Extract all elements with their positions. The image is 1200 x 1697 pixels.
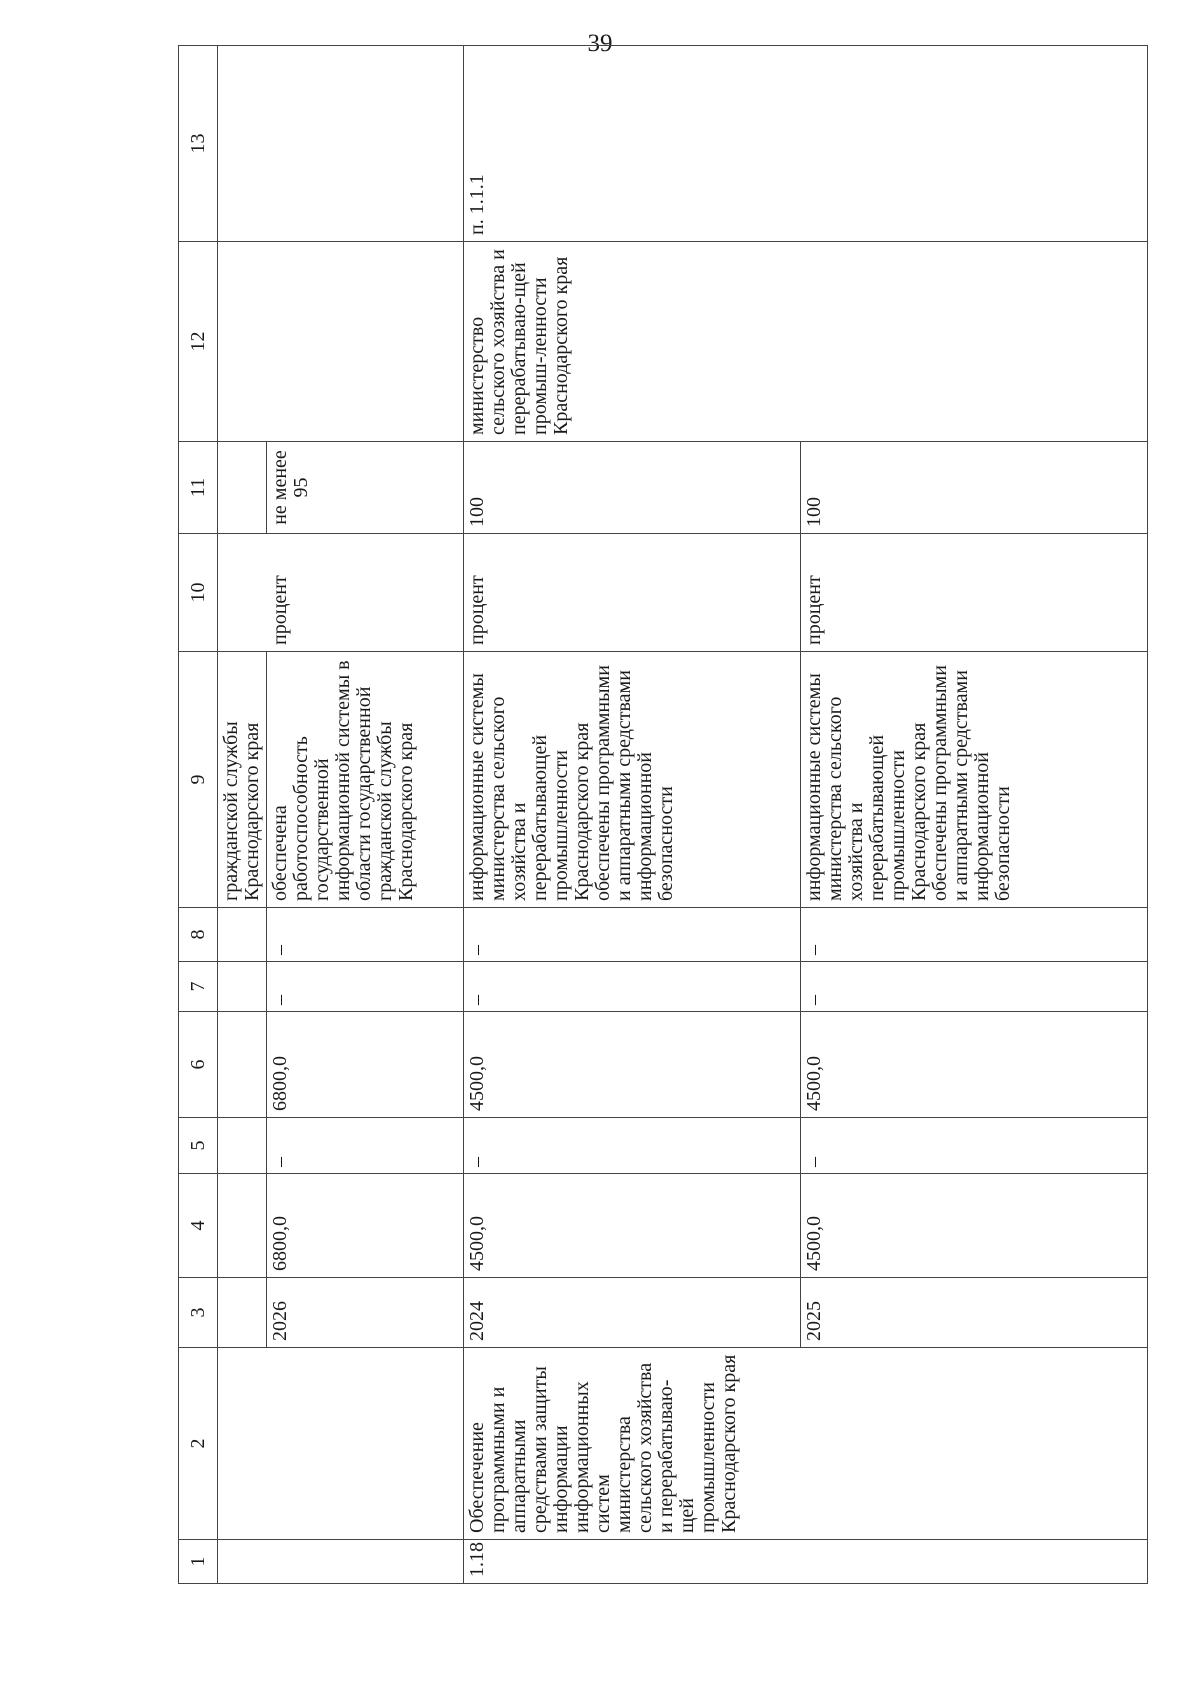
cell-col7: – (267, 962, 464, 1012)
header-cell: 2 (179, 1348, 218, 1540)
cell-executor: министерство сельского хозяйства и перерабатываю-щей промыш-ленности Краснодарского края (464, 242, 1148, 442)
cell-unit (218, 534, 267, 652)
cell-col5: – (801, 1118, 1148, 1174)
cell-indicator: обеспечена работоспособность государственной информационной системы в области государственной гражданской службы Краснодарского края (267, 652, 464, 908)
table-header-row (179, 46, 218, 1584)
rotated-table-frame (178, 96, 1156, 1584)
header-cell: 11 (179, 442, 218, 534)
cell-number (267, 1540, 464, 1584)
cell-total: 6800,0 (267, 1174, 464, 1278)
cell-col8: – (267, 908, 464, 962)
header-cell: 10 (179, 534, 218, 652)
header-cell: 7 (179, 962, 218, 1012)
cell-value: 100 (464, 442, 801, 534)
cell-indicator: информационные системы министерства сельского хозяйства и перерабатывающей промышленности Краснодарского края обеспечены программными и аппаратными средствами информационной безопасности (801, 652, 1148, 908)
table-row (464, 46, 801, 1584)
cell-reference (267, 46, 464, 242)
cell-value: 100 (801, 442, 1148, 534)
cell-total: 4500,0 (464, 1174, 801, 1278)
cell-number: 1.18 (464, 1540, 1148, 1584)
cell-executor (218, 242, 267, 442)
cell-total (218, 1174, 267, 1278)
cell-value (218, 442, 267, 534)
header-cell: 12 (179, 242, 218, 442)
cell-unit: процент (464, 534, 801, 652)
cell-value: не менее 95 (267, 442, 464, 534)
cell-col6: 4500,0 (464, 1012, 801, 1118)
cell-col7 (218, 962, 267, 1012)
cell-col8: – (464, 908, 801, 962)
program-measures-table (178, 45, 1148, 1584)
header-cell: 5 (179, 1118, 218, 1174)
cell-year: 2025 (801, 1278, 1148, 1348)
cell-year (218, 1278, 267, 1348)
header-cell: 8 (179, 908, 218, 962)
cell-col5: – (464, 1118, 801, 1174)
header-cell: 1 (179, 1540, 218, 1584)
cell-measure-name: Обеспечение программными и аппаратными средствами защиты информации информационных систем министерства сельского хозяйства и перерабатываю-щей промышленности Краснодарского края (464, 1348, 1148, 1540)
cell-col6: 4500,0 (801, 1012, 1148, 1118)
cell-col8 (218, 908, 267, 962)
cell-col7: – (801, 962, 1148, 1012)
cell-reference (218, 46, 267, 242)
cell-col8: – (801, 908, 1148, 962)
cell-col6: 6800,0 (267, 1012, 464, 1118)
header-cell: 6 (179, 1012, 218, 1118)
page-number: 39 (587, 30, 613, 57)
cell-year: 2024 (464, 1278, 801, 1348)
cell-col5: – (267, 1118, 464, 1174)
header-cell: 4 (179, 1174, 218, 1278)
header-cell: 13 (179, 46, 218, 242)
cell-total: 4500,0 (801, 1174, 1148, 1278)
cell-year: 2026 (267, 1278, 464, 1348)
cell-measure-name (267, 1348, 464, 1540)
cell-reference: п. 1.1.1 (464, 46, 1148, 242)
header-cell: 3 (179, 1278, 218, 1348)
cell-unit: процент (801, 534, 1148, 652)
cell-col7: – (464, 962, 801, 1012)
cell-unit: процент (267, 534, 464, 652)
cell-indicator: гражданской службы Краснодарского края (218, 652, 267, 908)
table-row (218, 46, 267, 1584)
cell-measure-name (218, 1348, 267, 1540)
cell-col6 (218, 1012, 267, 1118)
cell-number (218, 1540, 267, 1584)
rotated-table-content (178, 96, 1156, 1584)
cell-executor (267, 242, 464, 442)
cell-col5 (218, 1118, 267, 1174)
table-row (267, 46, 464, 1584)
cell-indicator: информационные системы министерства сельского хозяйства и перерабатывающей промышленности Краснодарского края обеспечены программными и аппаратными средствами информационной безопасности (464, 652, 801, 908)
header-cell: 9 (179, 652, 218, 908)
